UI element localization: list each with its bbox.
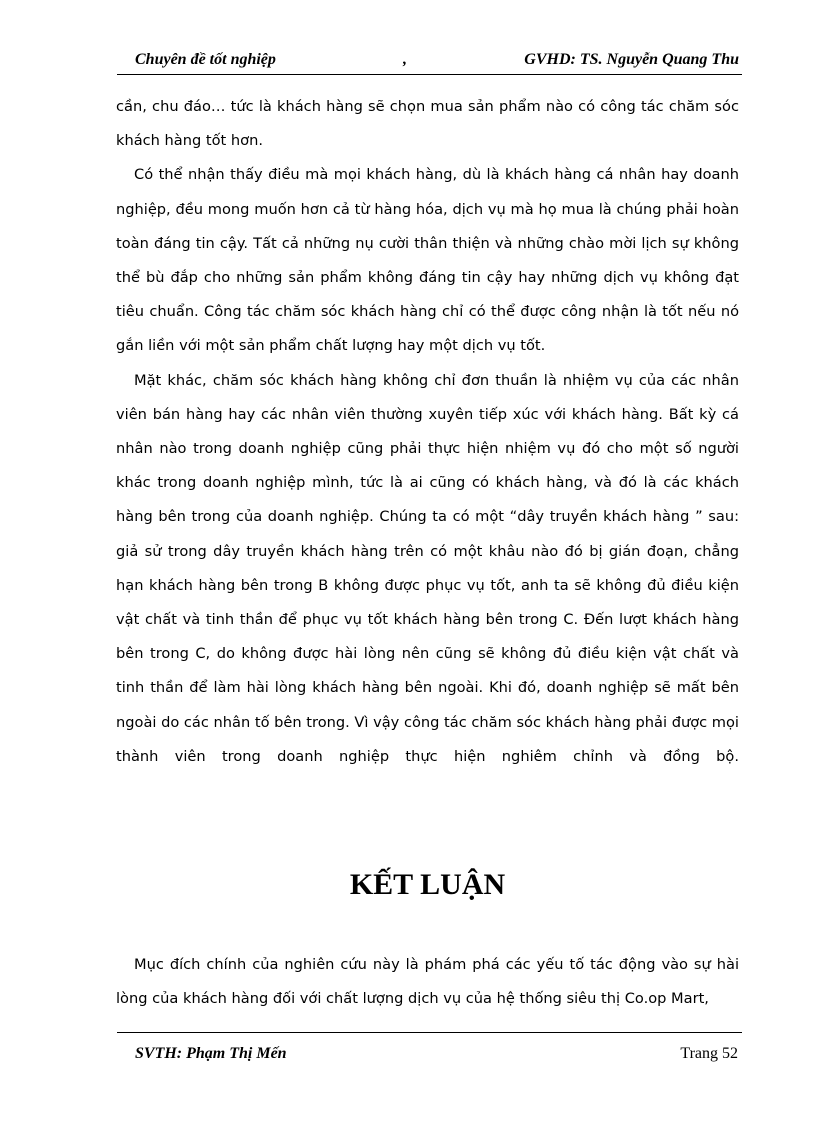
footer-student: SVTH: Phạm Thị Mến: [135, 1045, 287, 1062]
paragraph-continuation: cần, chu đáo… tức là khách hàng sẽ chọn mua sản phẩm nào có công tác chăm sóc khách hàng tốt hơn.: [116, 98, 739, 150]
footer-page-number: Trang 52: [680, 1045, 738, 1062]
section-heading-conclusion: KẾT LUẬN: [349, 868, 506, 901]
body-text: [116, 90, 739, 774]
header-supervisor: GVHD: TS. Nguyễn Quang Thu: [524, 51, 739, 68]
paragraph-reliability: Có thể nhận thấy điều mà mọi khách hàng, dù là khách hàng cá nhân hay doanh nghiệp, đều mong muốn hơn cả từ hàng hóa, dịch vụ mà họ mua là chúng phải hoàn toàn đáng tin cậy. Tất cả những nụ cười thân thiện và những chào mời lịch sự không thể bù đắp cho những sản phẩm không đáng tin cậy hay những dịch vụ không đạt tiêu chuẩn. Công tác chăm sóc khách hàng chỉ có thể được công nhận là tốt nếu nó gắn liền với một sản phẩm chất lượng hay một dịch vụ tốt.: [116, 166, 739, 355]
header-document-type: Chuyên đề tốt nghiệp: [135, 51, 276, 68]
header-separator: ,: [403, 51, 407, 68]
page-footer: [117, 1032, 742, 1067]
paragraph-conclusion: Mục đích chính của nghiên cứu này là phám phá các yếu tố tác động vào sự hài lòng của khách hàng đối với chất lượng dịch vụ của hệ thống siêu thị Co.op Mart,: [116, 956, 739, 1008]
paragraph-internal-customers: Mặt khác, chăm sóc khách hàng không chỉ đơn thuần là nhiệm vụ của các nhân viên bán hàng hay các nhân viên thường xuyên tiếp xúc với khách hàng. Bất kỳ cá nhân nào trong doanh nghiệp cũng phải thực hiện nhiệm vụ đó cho một số người khác trong doanh nghiệp mình, tức là ai cũng có khách hàng, và đó là các khách hàng bên trong của doanh nghiệp. Chúng ta có một “dây truyền khách hàng ” sau: giả sử trong dây truyền khách hàng trên có một khâu nào đó bị gián đoạn, chẳng hạn khách hàng bên trong B không được phục vụ tốt, anh ta sẽ không đủ điều kiện vật chất và tinh thần để phục vụ tốt khách hàng bên trong C. Đến lượt khách hàng bên trong C, do không được hài lòng nên cũng sẽ không đủ điều kiện vật chất và tinh thần để làm hài lòng khách hàng bên ngoài. Khi đó, doanh nghiệp sẽ mất bên ngoài do các nhân tố bên trong. Vì vậy công tác chăm sóc khách hàng phải được mọi thành viên trong doanh nghiệp thực hiện nghiêm chỉnh và đồng bộ.: [116, 371, 739, 765]
conclusion-text: [116, 948, 739, 1016]
page-header: [117, 48, 742, 75]
